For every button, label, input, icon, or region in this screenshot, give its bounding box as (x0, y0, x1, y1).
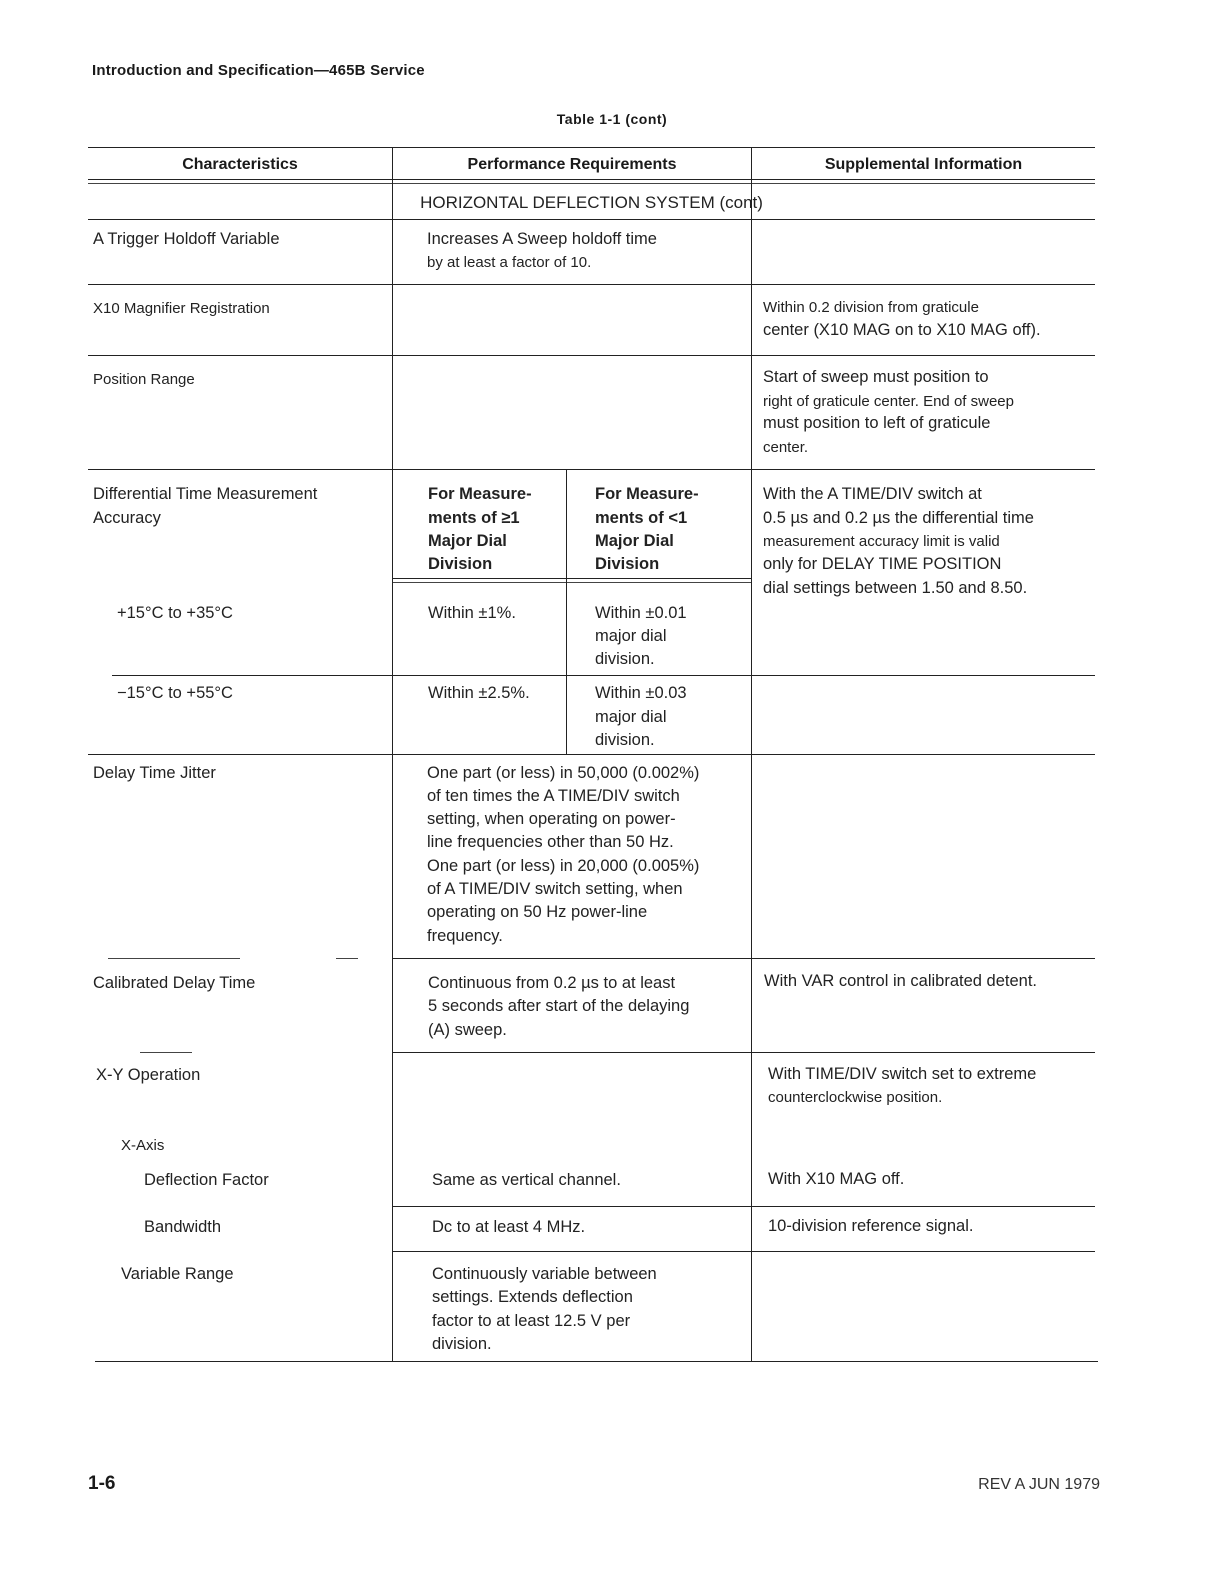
holdoff-performance-line: Increases A Sweep holdoff time (427, 230, 657, 248)
variable-range-label: Variable Range (121, 1265, 234, 1283)
sub-header-rule-double (393, 582, 751, 583)
row-divider (88, 355, 1095, 356)
range1-ge1-value: Within ±1%. (428, 604, 516, 622)
temp-range-label: −15°C to +55°C (117, 684, 233, 702)
sub-header-ge1: For Measure- (428, 485, 532, 503)
sub-header-rule (393, 578, 751, 579)
row-label-calibrated-delay: Calibrated Delay Time (93, 974, 256, 992)
temp-range-label: +15°C to +35°C (117, 604, 233, 622)
xy-supplemental-line: With TIME/DIV switch set to extreme (768, 1065, 1037, 1083)
bandwidth-performance: Dc to at least 4 MHz. (432, 1218, 586, 1236)
range1-lt1-value: Within ±0.01 (595, 604, 687, 622)
row-label-xy-operation: X-Y Operation (96, 1066, 201, 1084)
running-header: Introduction and Specification—465B Service (92, 62, 425, 79)
variable-range-performance-line: settings. Extends deflection (432, 1288, 633, 1306)
range2-lt1-value: major dial (595, 708, 667, 726)
xaxis-label: X-Axis (121, 1137, 165, 1154)
row-label-x10: X10 Magnifier Registration (93, 300, 270, 317)
position-supplemental-line: Start of sweep must position to (763, 368, 989, 386)
range2-lt1-value: Within ±0.03 (595, 684, 687, 702)
differential-supplemental-line: 0.5 µs and 0.2 µs the differential time (763, 509, 1034, 527)
caldelay-performance-line: Continuous from 0.2 µs to at least (428, 974, 676, 992)
position-supplemental-line: center. (763, 439, 809, 456)
x10-supplemental-line: Within 0.2 division from graticule (763, 299, 979, 316)
jitter-performance-line: One part (or less) in 50,000 (0.002%) (427, 764, 700, 782)
row-divider-fragment (140, 1052, 192, 1053)
sub-header-ge1: Major Dial (428, 532, 507, 550)
row-divider (393, 1251, 1095, 1252)
sub-header-ge1: ments of ≥1 (428, 509, 520, 527)
caldelay-performance-line: (A) sweep. (428, 1021, 507, 1039)
jitter-performance-line: setting, when operating on power- (427, 810, 676, 828)
sub-header-lt1: For Measure- (595, 485, 699, 503)
caldelay-performance-line: 5 seconds after start of the delaying (428, 997, 690, 1015)
row-divider (393, 958, 1095, 959)
position-supplemental-line: right of graticule center. End of sweep (763, 393, 1014, 410)
bandwidth-label: Bandwidth (144, 1218, 222, 1236)
column-divider (751, 147, 752, 1361)
position-supplemental-line: must position to left of graticule (763, 414, 991, 432)
row-label-differential: Accuracy (93, 509, 161, 527)
x10-supplemental-line: center (X10 MAG on to X10 MAG off). (763, 321, 1041, 339)
row-divider (112, 675, 1095, 676)
revision-date: REV A JUN 1979 (978, 1476, 1100, 1493)
table-top-rule (88, 147, 1095, 148)
deflection-factor-label: Deflection Factor (144, 1171, 269, 1189)
row-divider-fragment (336, 958, 358, 959)
column-divider (392, 147, 393, 1361)
row-label-holdoff: A Trigger Holdoff Variable (93, 230, 280, 248)
variable-range-performance-line: division. (432, 1335, 492, 1353)
header-rule (88, 179, 1095, 180)
jitter-performance-line: operating on 50 Hz power-line (427, 903, 648, 921)
row-label-jitter: Delay Time Jitter (93, 764, 216, 782)
column-header-performance: Performance Requirements (467, 156, 677, 173)
sub-header-lt1: Major Dial (595, 532, 674, 550)
header-rule-double (88, 183, 1095, 184)
column-header-characteristics: Characteristics (182, 156, 298, 173)
column-header-supplemental: Supplemental Information (824, 156, 1023, 173)
row-divider (88, 754, 1095, 755)
bandwidth-supplemental: 10-division reference signal. (768, 1217, 974, 1235)
xy-supplemental-line: counterclockwise position. (768, 1089, 943, 1106)
differential-supplemental-line: dial settings between 1.50 and 8.50. (763, 579, 1028, 597)
row-divider (393, 1206, 1095, 1207)
jitter-performance-line: line frequencies other than 50 Hz. (427, 833, 674, 851)
jitter-performance-line: frequency. (427, 927, 503, 945)
page-number: 1-6 (88, 1473, 116, 1494)
differential-supplemental-line: With the A TIME/DIV switch at (763, 485, 982, 503)
sub-header-lt1: ments of <1 (595, 509, 688, 527)
row-divider (393, 1052, 1095, 1053)
jitter-performance-line: of ten times the A TIME/DIV switch (427, 787, 680, 805)
row-label-position: Position Range (93, 371, 195, 388)
sub-header-ge1: Division (428, 555, 493, 573)
sub-header-lt1: Division (595, 555, 660, 573)
jitter-performance-line: of A TIME/DIV switch setting, when (427, 880, 683, 898)
row-divider-fragment (108, 958, 240, 959)
differential-supplemental-line: only for DELAY TIME POSITION (763, 555, 1002, 573)
section-title: HORIZONTAL DEFLECTION SYSTEM (cont) (420, 193, 763, 212)
row-divider (88, 284, 1095, 285)
deflection-factor-performance: Same as vertical channel. (432, 1171, 621, 1189)
table-caption: Table 1-1 (cont) (556, 111, 668, 127)
variable-range-performance-line: Continuously variable between (432, 1265, 657, 1283)
jitter-performance-line: One part (or less) in 20,000 (0.005%) (427, 857, 700, 875)
range2-ge1-value: Within ±2.5%. (428, 684, 530, 702)
range1-lt1-value: division. (595, 650, 655, 668)
row-divider (88, 469, 1095, 470)
caldelay-supplemental: With VAR control in calibrated detent. (764, 972, 1037, 990)
variable-range-performance-line: factor to at least 12.5 V per (432, 1312, 631, 1330)
deflection-factor-supplemental: With X10 MAG off. (768, 1170, 905, 1188)
row-divider (88, 219, 1095, 220)
holdoff-performance-line: by at least a factor of 10. (427, 254, 592, 271)
range2-lt1-value: division. (595, 731, 655, 749)
sub-column-divider (566, 469, 567, 754)
range1-lt1-value: major dial (595, 627, 667, 645)
row-label-differential: Differential Time Measurement (93, 485, 318, 503)
differential-supplemental-line: measurement accuracy limit is valid (763, 533, 1000, 550)
table-bottom-rule (95, 1361, 1098, 1362)
